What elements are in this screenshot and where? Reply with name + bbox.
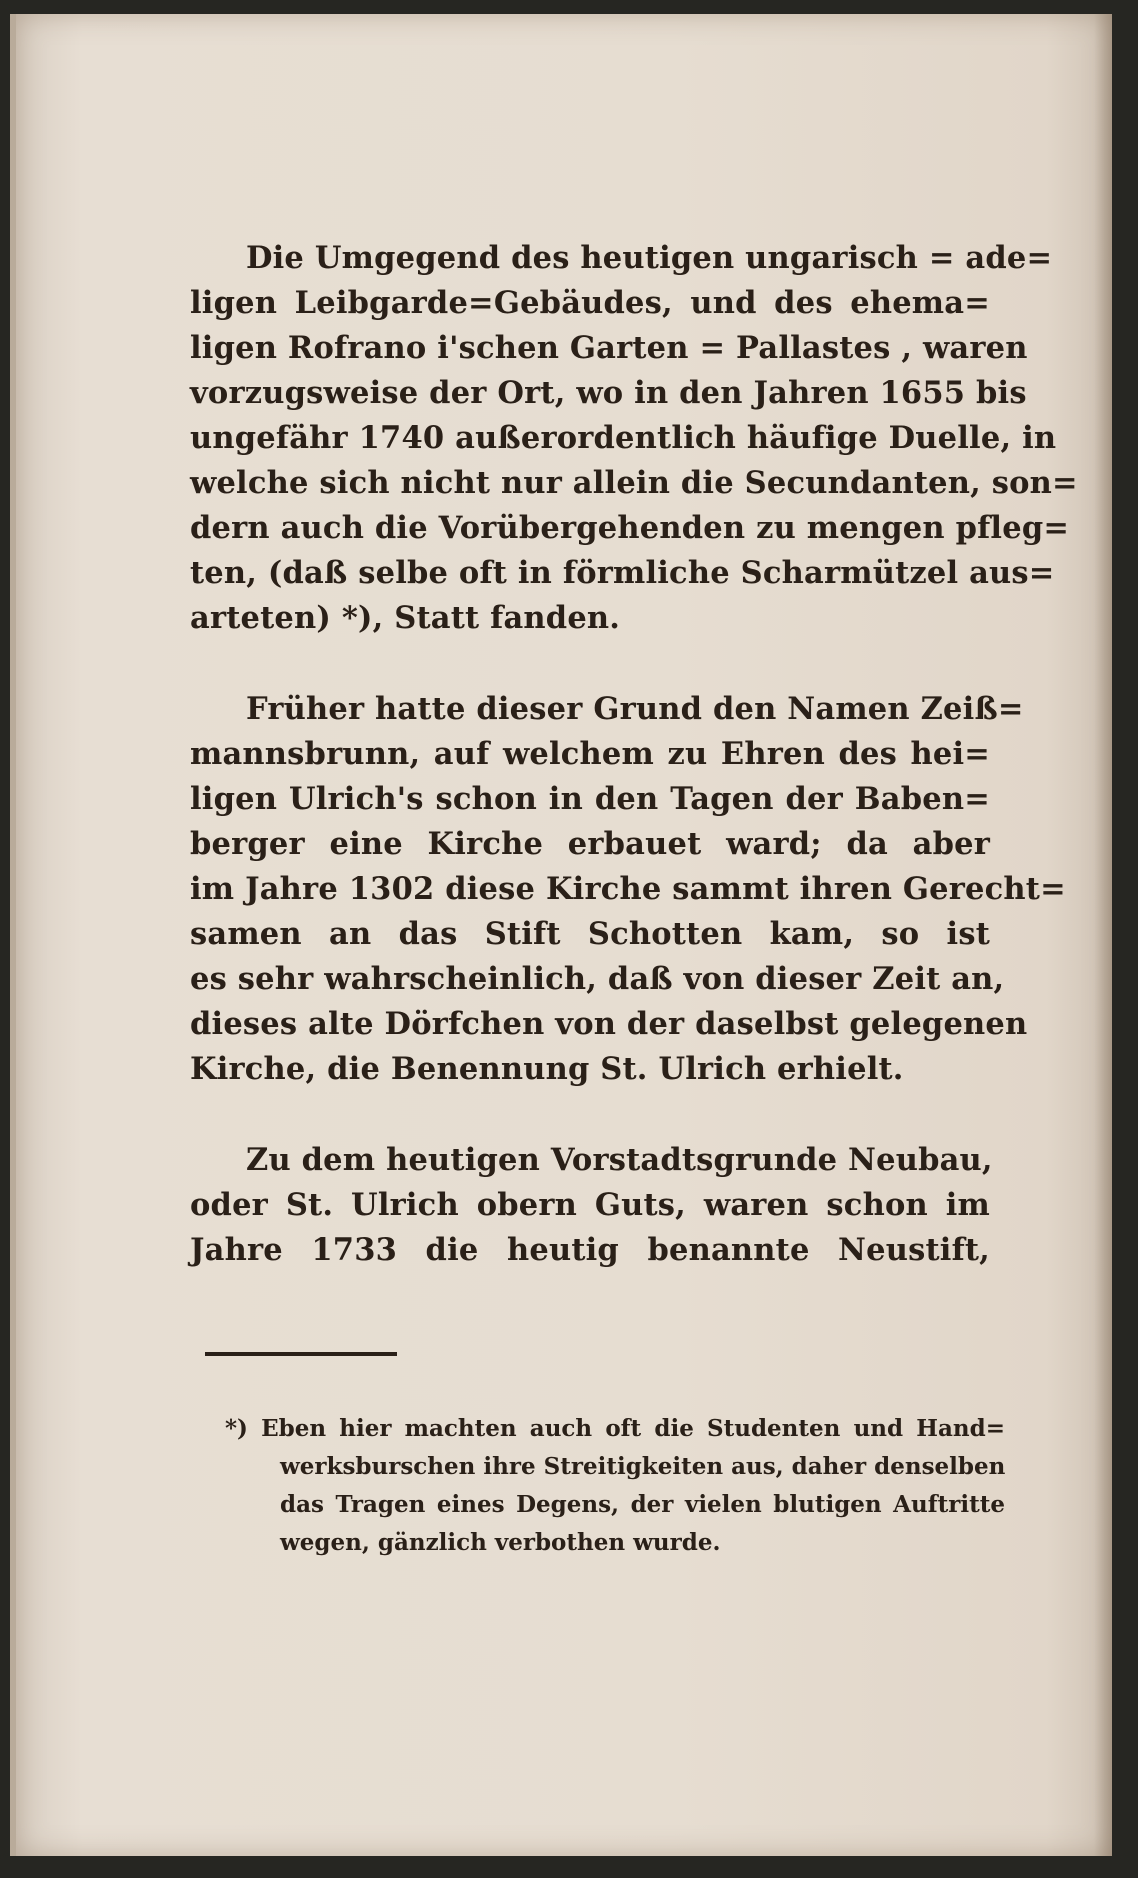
footnote [225,1410,1005,1562]
text-line: ten, (daß selbe oft in förmliche Scharmützel aus= [190,555,1055,591]
text-line: samen an das Stift Schotten kam, so ist [190,916,990,952]
text-line: dern auch die Vorübergehenden zu mengen pfleg= [190,510,1070,546]
paragraph-2 [190,687,1066,1092]
footnote-line: werksburschen ihre Streitigkeiten aus, daher denselben [280,1453,1006,1480]
footnote-line: wegen, gänzlich verbothen wurde. [280,1529,721,1556]
text-line: Früher hatte dieser Grund den Namen Zeiß= [246,691,1024,727]
text-line: es sehr wahrscheinlich, daß von dieser Zeit an, [190,961,1005,997]
text-line: ungefähr 1740 außerordentlich häufige Duelle, in [190,420,1057,456]
text-line: dieses alte Dörfchen von der daselbst gelegenen [190,1006,1028,1042]
text-line: vorzugsweise der Ort, wo in den Jahren 1655 bis [190,375,1027,411]
footnote-separator [205,1352,397,1356]
paragraph-1 [190,236,1078,641]
footnote-line: das Tragen eines Degens, der vielen blutigen Auftritte [280,1491,1005,1518]
text-line: arteten) *), Statt fanden. [190,600,621,636]
text-line: Jahre 1733 die heutig benannte Neustift, [190,1232,990,1268]
page-edge-shadow [1094,14,1112,1856]
text-line: ligen Rofrano i'schen Garten = Pallastes , waren [190,330,1028,366]
text-line: ligen Leibgarde=Gebäudes, und des ehema= [190,285,990,321]
text-line: berger eine Kirche erbauet ward; da aber [190,826,990,862]
text-line: ligen Ulrich's schon in den Tagen der Baben= [190,781,990,817]
text-line: Die Umgegend des heutigen ungarisch = ade= [246,240,1053,276]
paragraph-3 [190,1138,993,1273]
footnote-line: *) Eben hier machten auch oft die Studenten und Hand= [225,1415,1005,1442]
text-line: Zu dem heutigen Vorstadtsgrunde Neubau, [246,1142,993,1178]
text-line: oder St. Ulrich obern Guts, waren schon im [190,1187,990,1223]
text-line: welche sich nicht nur allein die Secundanten, son= [190,465,1078,501]
text-line: Kirche, die Benennung St. Ulrich erhielt. [190,1051,904,1087]
text-line: im Jahre 1302 diese Kirche sammt ihren Gerecht= [190,871,1066,907]
text-line: mannsbrunn, auf welchem zu Ehren des hei= [190,736,990,772]
main-text [190,236,1078,1319]
